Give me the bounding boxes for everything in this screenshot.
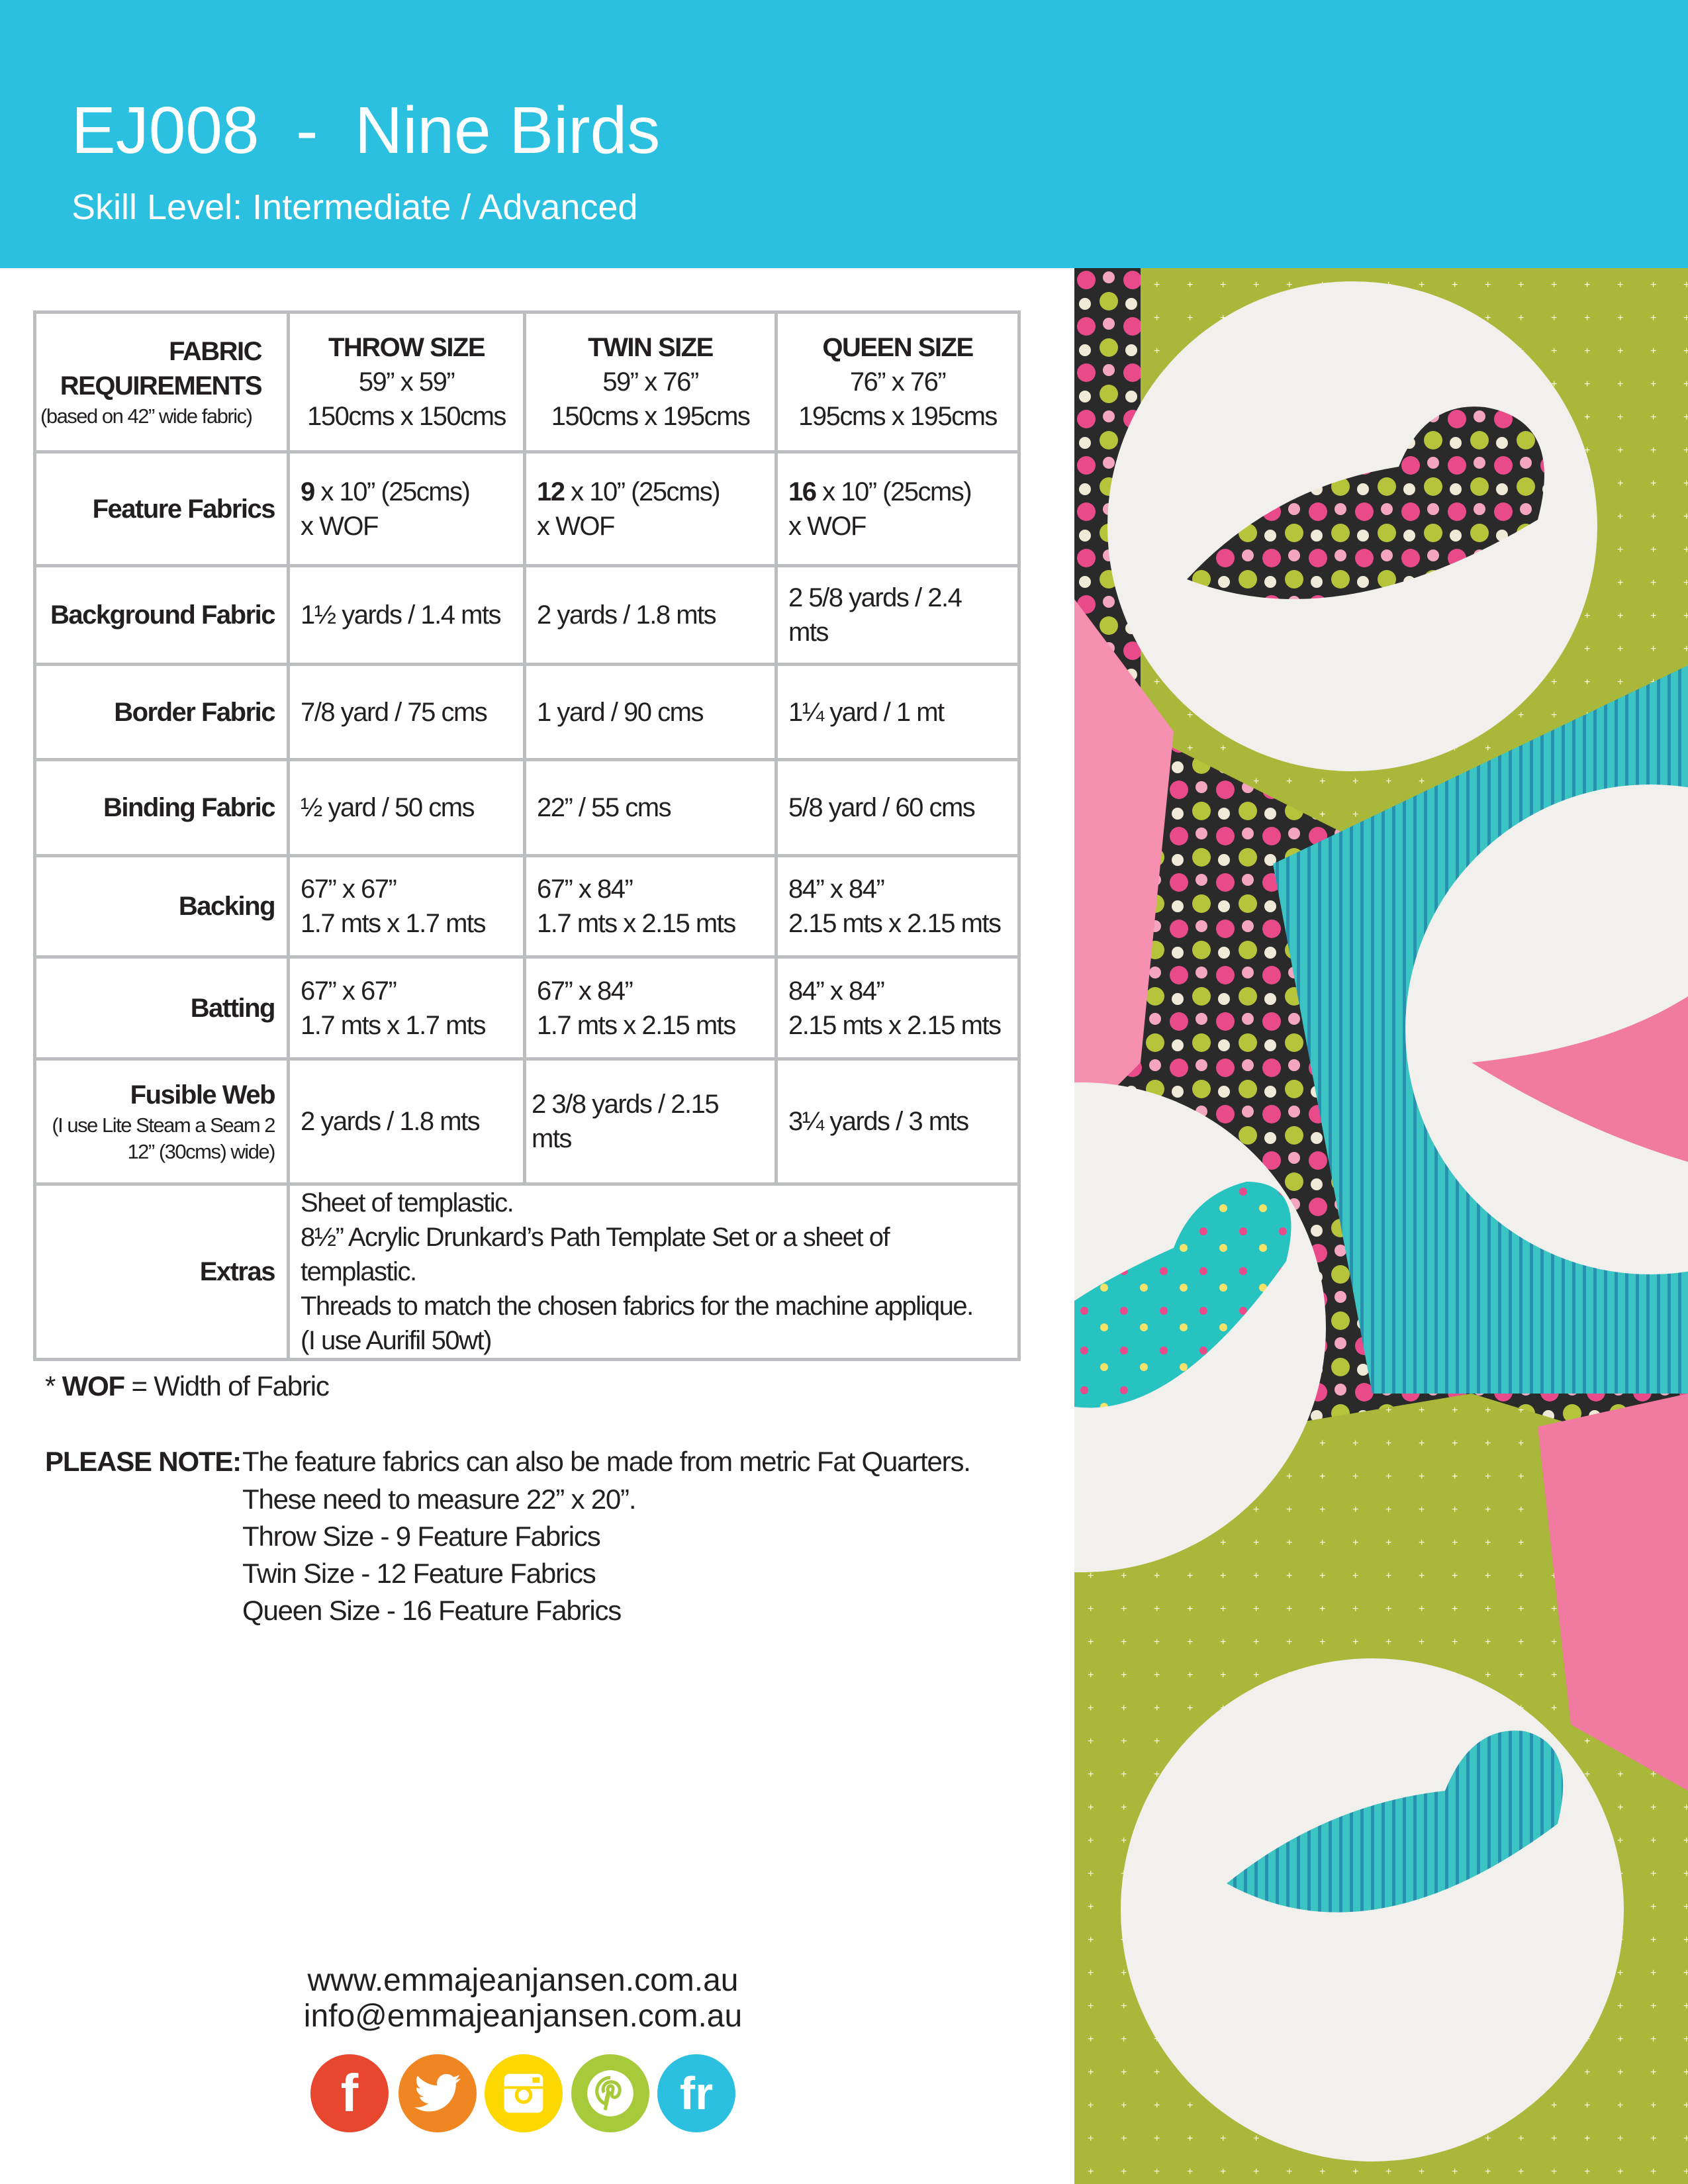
fabric-wof: x WOF (537, 511, 614, 541)
cell: 1½ yards / 1.4 mts (289, 566, 525, 665)
row-label: Fusible Web (130, 1080, 275, 1110)
extras-line: 8½” Acrylic Drunkard’s Path Template Set or a sheet of templastic. (301, 1223, 890, 1286)
table-row (35, 665, 1019, 760)
row-label: Binding Fabric (35, 760, 289, 856)
instagram-icon[interactable] (485, 2054, 563, 2132)
cell-imperial: 84” x 84” (788, 875, 884, 904)
cell: 2 5/8 yards / 2.4 mts (776, 566, 1019, 665)
note-line: These need to measure 22” x 20”. (242, 1484, 636, 1515)
cell-imperial: 67” x 67” (301, 976, 397, 1006)
cell: 3¼ yards / 3 mts (776, 1059, 1019, 1184)
pinterest-icon[interactable] (571, 2054, 649, 2132)
size-metric: 150cms x 195cms (551, 402, 750, 431)
row-label: Border Fabric (35, 665, 289, 760)
flickr-icon[interactable] (657, 2054, 735, 2132)
column-header: TWIN SIZE (588, 333, 713, 362)
cell-metric: 1.7 mts x 1.7 mts (301, 1010, 486, 1040)
table-row (35, 760, 1019, 856)
row-label: Feature Fabrics (35, 452, 289, 566)
column-header: THROW SIZE (328, 333, 485, 362)
size-imperial: 59” x 59” (358, 367, 455, 397)
corner-line1: FABRIC (169, 337, 261, 366)
table-row (35, 566, 1019, 665)
email-link[interactable]: info@emmajeanjansen.com.au (303, 1999, 743, 2034)
cell-imperial: 67” x 67” (301, 875, 397, 904)
note-line: Twin Size - 12 Feature Fabrics (242, 1558, 596, 1589)
note-line: Queen Size - 16 Feature Fabrics (242, 1595, 622, 1626)
twitter-icon[interactable] (399, 2054, 477, 2132)
cell: 1 yard / 90 cms (525, 665, 776, 760)
cell-metric: 1.7 mts x 2.15 mts (537, 1010, 735, 1040)
cell: 7/8 yard / 75 cms (289, 665, 525, 760)
size-metric: 150cms x 150cms (307, 402, 506, 431)
page-title: EJ008 - Nine Birds (71, 93, 661, 167)
fusible-note: (I use Lite Steam a Seam 2 (52, 1114, 275, 1137)
cell-imperial: 67” x 84” (537, 875, 633, 904)
extras-line: Threads to match the chosen fabrics for the machine applique. (301, 1292, 973, 1321)
note-line: Throw Size - 9 Feature Fabrics (242, 1521, 600, 1552)
fabric-size: x 10” (25cms) (564, 477, 720, 506)
cell: 22” / 55 cms (525, 760, 776, 856)
table-row (35, 1059, 1019, 1184)
table-row (35, 1184, 1019, 1360)
cell-metric: 1.7 mts x 2.15 mts (537, 909, 735, 938)
fabric-count: 9 (301, 477, 314, 506)
fabric-wof: x WOF (788, 511, 866, 541)
table-row (35, 452, 1019, 566)
fabric-size: x 10” (25cms) (314, 477, 470, 506)
cell-imperial: 84” x 84” (788, 976, 884, 1006)
fabric-wof: x WOF (301, 511, 378, 541)
wof-definition: = Width of Fabric (124, 1370, 329, 1401)
corner-note: (based on 42” wide fabric) (40, 404, 252, 428)
cell: 2 3/8 yards / 2.15 mts (525, 1059, 776, 1184)
row-label: Batting (35, 957, 289, 1059)
cell: 1¼ yard / 1 mt (776, 665, 1019, 760)
facebook-glyph: f (340, 2064, 359, 2122)
wof-footnote (45, 1370, 329, 1402)
wof-term: WOF (62, 1370, 124, 1401)
row-label: Extras (35, 1184, 289, 1360)
fusible-note: 12” (30cms) wide) (127, 1140, 275, 1163)
extras-line: (I use Aurifil 50wt) (301, 1326, 491, 1355)
table-header-row (35, 312, 1019, 452)
corner-line2: REQUIREMENTS (60, 371, 261, 401)
cell-imperial: 67” x 84” (537, 976, 633, 1006)
fabric-count: 12 (537, 477, 565, 506)
column-header: QUEEN SIZE (822, 333, 973, 362)
row-label: Backing (35, 856, 289, 957)
cell: 2 yards / 1.8 mts (289, 1059, 525, 1184)
cell-metric: 1.7 mts x 1.7 mts (301, 909, 486, 938)
cell: 5/8 yard / 60 cms (776, 760, 1019, 856)
size-metric: 195cms x 195cms (798, 402, 997, 431)
size-imperial: 76” x 76” (849, 367, 946, 397)
website-link[interactable]: www.emmajeanjansen.com.au (307, 1963, 739, 1998)
fabric-requirements-table (33, 310, 1021, 1361)
cell-metric: 2.15 mts x 2.15 mts (788, 1010, 1001, 1040)
row-label: Background Fabric (35, 566, 289, 665)
table-row (35, 957, 1019, 1059)
size-imperial: 59” x 76” (602, 367, 698, 397)
table-row (35, 856, 1019, 957)
extras-line: Sheet of templastic. (301, 1188, 514, 1217)
quilt-photo (1074, 268, 1688, 2184)
asterisk: * (45, 1370, 62, 1401)
note-line: The feature fabrics can also be made from metric Fat Quarters. (242, 1446, 970, 1477)
header-banner (0, 0, 1688, 268)
please-note-label: PLEASE NOTE: (45, 1446, 241, 1477)
skill-level: Skill Level: Intermediate / Advanced (71, 187, 638, 227)
fabric-size: x 10” (25cms) (816, 477, 972, 506)
cell: ½ yard / 50 cms (289, 760, 525, 856)
flickr-glyph: fr (679, 2067, 714, 2119)
fabric-count: 16 (788, 477, 816, 506)
facebook-icon[interactable] (310, 2054, 389, 2132)
cell-metric: 2.15 mts x 2.15 mts (788, 909, 1001, 938)
cell: 2 yards / 1.8 mts (525, 566, 776, 665)
